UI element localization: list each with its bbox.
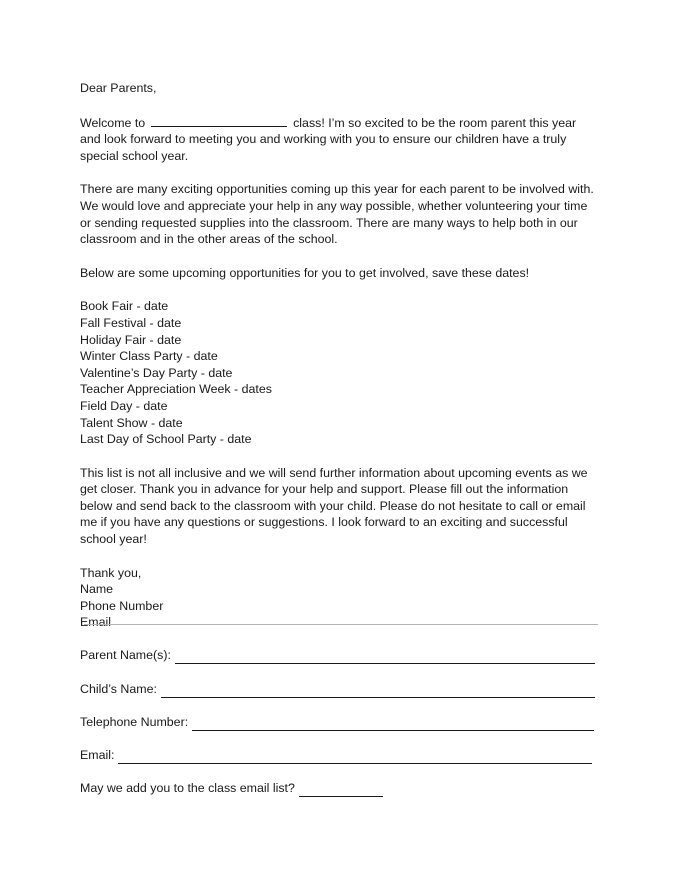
event-item: Winter Class Party - date	[80, 349, 218, 364]
sender-phone: Phone Number	[80, 598, 164, 613]
sender-email: Email	[80, 615, 111, 630]
dates-intro-paragraph: Below are some upcoming opportunities for you to get involved, save these dates!	[80, 265, 530, 280]
parent-names-field[interactable]	[175, 649, 595, 664]
welcome-paragraph	[80, 114, 600, 165]
email-list-question: May we add you to the class email list?	[80, 781, 295, 796]
child-name-row	[80, 680, 595, 698]
event-item: Valentine’s Day Party - date	[80, 365, 233, 380]
parent-names-row	[80, 646, 595, 664]
child-name-label: Child’s Name:	[80, 682, 157, 697]
class-name-blank[interactable]	[151, 114, 287, 127]
event-item: Book Fair - date	[80, 299, 169, 314]
email-list-row	[80, 779, 383, 797]
email-list-answer-field[interactable]	[299, 782, 383, 797]
closing-paragraph: This list is not all inclusive and we will send further information about upcoming events as we get closer. Thank you in advance for your help and support. Please fill out the information below and send back to the classroom with your child. Please do not hesitate to call or email me if you have any questions or suggestions. I look forward to an exciting and successful school year!	[80, 465, 588, 547]
telephone-field[interactable]	[192, 716, 594, 731]
greeting: Dear Parents,	[80, 81, 157, 95]
event-item: Teacher Appreciation Week - dates	[80, 382, 272, 397]
email-field[interactable]	[118, 749, 592, 764]
letter-body	[80, 80, 600, 631]
telephone-label: Telephone Number:	[80, 715, 189, 730]
events-list	[80, 298, 600, 447]
email-row	[80, 746, 592, 764]
parent-names-label: Parent Name(s):	[80, 648, 171, 663]
welcome-prefix: Welcome to	[80, 115, 146, 130]
welcome-suffix: class! I’m so excited to be the room parent this year and look forward to meeting you and working with you to ensure our children have a truly special school year.	[80, 115, 577, 163]
child-name-field[interactable]	[161, 683, 595, 698]
signoff: Thank you,	[80, 565, 142, 580]
event-item: Fall Festival - date	[80, 315, 182, 330]
telephone-row	[80, 713, 594, 731]
sender-name: Name	[80, 582, 114, 597]
form-divider	[84, 624, 598, 625]
event-item: Talent Show - date	[80, 415, 183, 430]
event-item: Holiday Fair - date	[80, 332, 182, 347]
event-item: Field Day - date	[80, 398, 168, 413]
opportunities-paragraph: There are many exciting opportunities coming up this year for each parent to be involved with. We would love and appreciate your help in any way possible, whether volunteering your time or sending requested supplies into the classroom. There are many ways to help both in our classroom and in the other areas of the school.	[80, 182, 594, 247]
event-item: Last Day of School Party - date	[80, 432, 252, 447]
email-label: Email:	[80, 748, 115, 763]
